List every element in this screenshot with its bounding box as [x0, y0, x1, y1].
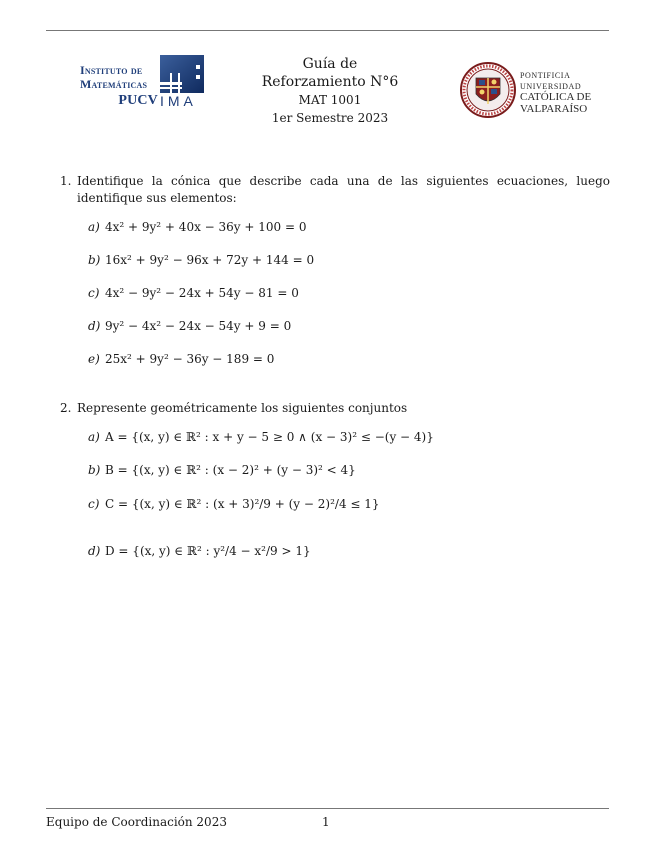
institute-logo-line2: Matemáticas — [80, 77, 148, 91]
problem-1 — [60, 173, 610, 366]
item-label: d) — [88, 319, 101, 333]
problem-number: 2. — [60, 401, 72, 415]
list-item — [88, 351, 274, 368]
document-title-block — [230, 55, 430, 127]
list-item — [88, 252, 314, 269]
list-item — [88, 543, 311, 560]
institute-logo — [80, 55, 206, 115]
equation: 16x² + 9y² − 96x + 72y + 144 = 0 — [105, 253, 315, 267]
equation: 4x² − 9y² − 24x + 54y − 81 = 0 — [105, 286, 299, 300]
university-logo-line1: PONTIFICIA — [520, 71, 571, 80]
problem-2 — [60, 400, 610, 558]
university-seal-icon — [460, 62, 516, 118]
problem-statement: Identifique la cónica que describe cada una de las siguientes ecuaciones, luego identifique sus elementos: — [77, 174, 610, 205]
set-definition: D = {(x, y) ∈ ℝ² : y²/4 − x²/9 > 1} — [105, 544, 311, 558]
item-label: a) — [88, 220, 100, 234]
semester: 1er Semestre 2023 — [271, 111, 389, 125]
item-label: d) — [88, 544, 101, 558]
item-label: e) — [88, 352, 100, 366]
set-definition: A = {(x, y) ∈ ℝ² : x + y − 5 ≥ 0 ∧ (x − 3)² ≤ −(y − 4)} — [105, 430, 434, 444]
title-line-1: Guía de — [302, 56, 358, 72]
footer-rule — [46, 808, 609, 809]
institute-logo-line1: Instituto de — [80, 63, 143, 77]
equation: 25x² + 9y² − 36y − 189 = 0 — [105, 352, 275, 366]
title-line-2: Reforzamiento N°6 — [261, 74, 399, 90]
footer-credit: Equipo de Coordinación 2023 — [46, 815, 227, 829]
list-item — [88, 219, 306, 236]
course-code: MAT 1001 — [298, 93, 362, 107]
header-rule — [46, 30, 609, 31]
list-item — [88, 496, 380, 513]
university-logo-line2: UNIVERSIDAD — [520, 82, 582, 91]
problem-statement: Represente geométricamente los siguientes conjuntos — [77, 401, 408, 415]
set-definition: C = {(x, y) ∈ ℝ² : (x + 3)²/9 + (y − 2)²/4 ≤ 1} — [105, 497, 380, 511]
item-label: a) — [88, 430, 100, 444]
institute-logo-letters: IMA — [160, 93, 197, 109]
university-logo — [460, 62, 610, 126]
equation: 9y² − 4x² − 24x − 54y + 9 = 0 — [105, 319, 292, 333]
item-label: b) — [88, 463, 101, 477]
page-number: 1 — [322, 815, 330, 829]
problem-number: 1. — [60, 174, 72, 188]
list-item — [88, 462, 356, 479]
item-label: b) — [88, 253, 101, 267]
set-definition: B = {(x, y) ∈ ℝ² : (x − 2)² + (y − 3)² < 4} — [105, 463, 356, 477]
list-item — [88, 285, 299, 302]
equation: 4x² + 9y² + 40x − 36y + 100 = 0 — [105, 220, 307, 234]
university-logo-line3: CATÓLICA DE — [520, 91, 592, 103]
institute-emblem-icon — [160, 55, 204, 93]
list-item — [88, 429, 434, 446]
item-label: c) — [88, 497, 100, 511]
institute-logo-line3: PUCV — [118, 93, 158, 108]
list-item — [88, 318, 291, 335]
item-label: c) — [88, 286, 100, 300]
university-logo-line4: VALPARAÍSO — [520, 103, 588, 115]
